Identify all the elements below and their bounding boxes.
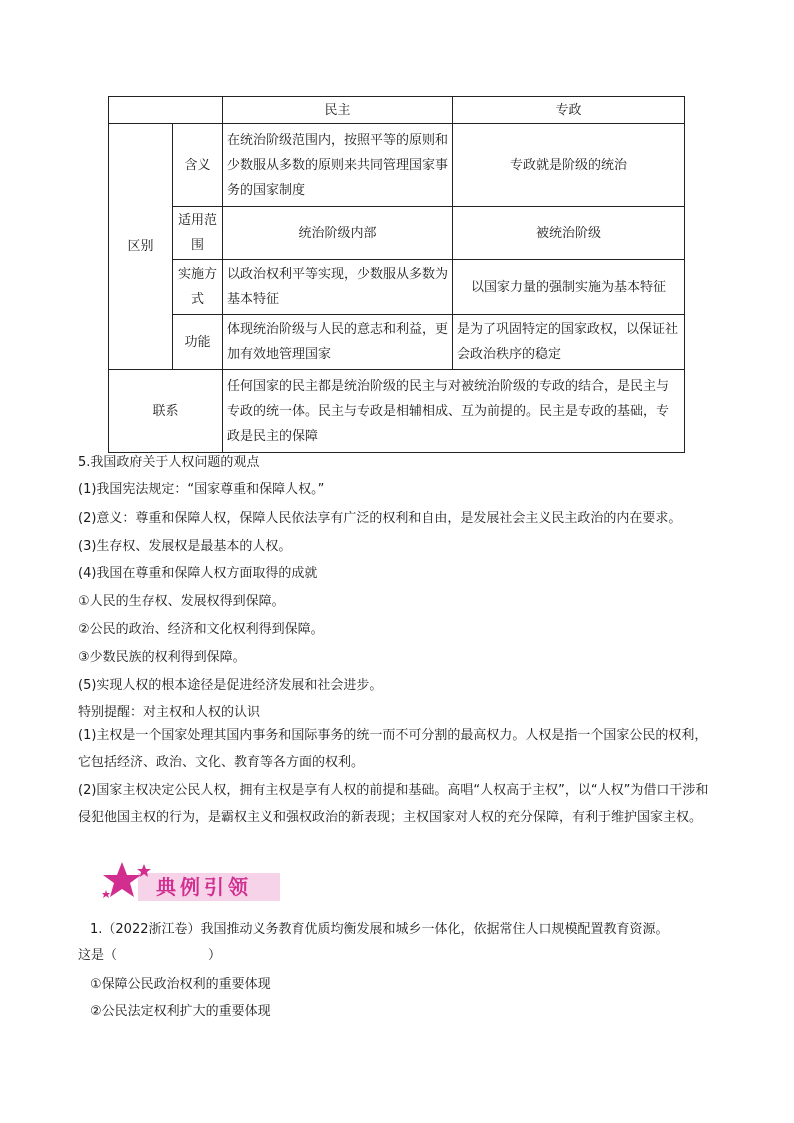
- option-2: ②公民法定权利扩大的重要体现: [90, 1004, 271, 1019]
- question-stem: 1.（2022浙江卷）我国推动义务教育优质均衡发展和城乡一体化，依据常住人口规模配置教育资源。: [90, 922, 669, 937]
- democracy-dictatorship-table: [108, 96, 685, 453]
- section5-title: 5.我国政府关于人权问题的观点: [78, 455, 260, 470]
- tip-title: 特别提醒：对主权和人权的认识: [78, 705, 261, 720]
- example-banner: [98, 858, 298, 904]
- star-icon: [98, 858, 158, 904]
- relation-text: 任何国家的民主都是统治阶级的民主与对被统治阶级的专政的结合，是民主与专政的统一体。民主与专政是相辅相成、互为前提的。民主是专政的基础，专政是民主的保障: [223, 370, 685, 453]
- section5-p3: (3)生存权、发展权是最基本的人权。: [78, 539, 292, 554]
- section5-p2: (2)意义：尊重和保障人权，保障人民依法享有广泛的权利和自由，是发展社会主义民主政治的内在要求。: [78, 511, 682, 526]
- method-democracy: 以政治权利平等实现，少数服从多数为基本特征: [223, 260, 453, 315]
- achievement-item-1: ①人民的生存权、发展权得到保障。: [78, 594, 285, 609]
- function-dictatorship: 是为了巩固特定的国家政权，以保证社会政治秩序的稳定: [453, 315, 685, 370]
- question-stem-continued: 这是（ ）: [78, 948, 222, 963]
- aspect-function: 功能: [173, 315, 223, 370]
- scope-democracy: 统治阶级内部: [223, 207, 453, 260]
- section5-p1: (1)我国宪法规定：“国家尊重和保障人权。”: [78, 482, 325, 497]
- header-democracy: 民主: [223, 97, 453, 124]
- section5-p4: (4)我国在尊重和保障人权方面取得的成就: [78, 566, 318, 581]
- achievement-item-3: ③少数民族的权利得到保障。: [78, 650, 246, 665]
- achievement-item-2: ②公民的政治、经济和文化权利得到保障。: [78, 622, 324, 637]
- table-corner-cell: [109, 97, 223, 124]
- header-dictatorship: 专政: [453, 97, 685, 124]
- tip-paragraph-2: (2)国家主权决定公民人权，拥有主权是享有人权的前提和基础。高唱“人权高于主权”，以“人权”为借口干涉和侵犯他国主权的行为，是霸权主义和强权政治的新表现；主权国家对人权的充分保障，有利于维护国家主权。: [78, 783, 709, 825]
- aspect-scope: 适用范围: [173, 207, 223, 260]
- scope-dictatorship: 被统治阶级: [453, 207, 685, 260]
- tip-paragraph-1: (1)主权是一个国家处理其国内事务和国际事务的统一而不可分割的最高权力。人权是指一个国家公民的权利，它包括经济、政治、文化、教育等各方面的权利。: [78, 728, 708, 770]
- aspect-meaning: 含义: [173, 124, 223, 207]
- meaning-democracy: 在统治阶级范围内，按照平等的原则和少数服从多数的原则来共同管理国家事务的国家制度: [223, 124, 453, 207]
- meaning-dictatorship: 专政就是阶级的统治: [453, 124, 685, 207]
- banner-title: 典例引领: [156, 875, 252, 899]
- option-1: ①保障公民政治权利的重要体现: [90, 977, 271, 992]
- section5-p5: (5)实现人权的根本途径是促进经济发展和社会进步。: [78, 678, 383, 693]
- method-dictatorship: 以国家力量的强制实施为基本特征: [453, 260, 685, 315]
- difference-label: 区别: [109, 124, 173, 370]
- aspect-method: 实施方式: [173, 260, 223, 315]
- function-democracy: 体现统治阶级与人民的意志和利益，更加有效地管理国家: [223, 315, 453, 370]
- relation-label: 联系: [109, 370, 223, 453]
